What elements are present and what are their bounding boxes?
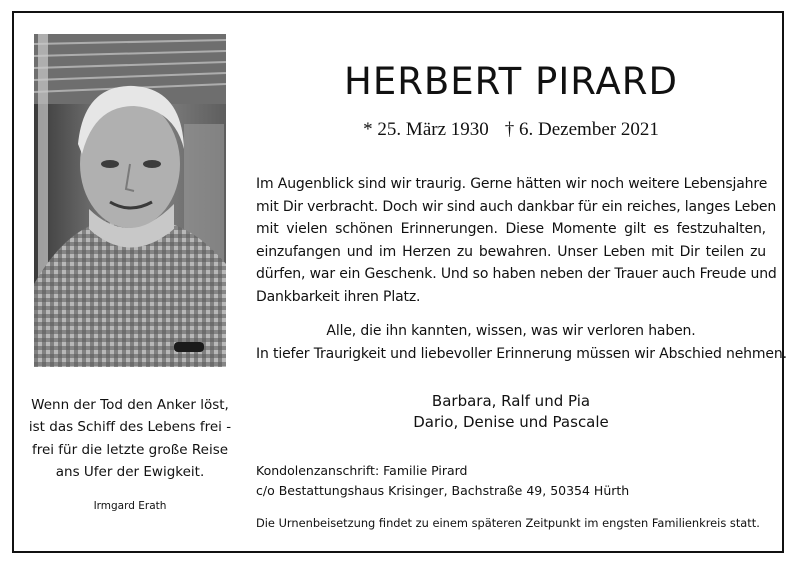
quote-line: ist das Schiff des Lebens frei - [28, 419, 232, 436]
obituary-line: mit Dir verbracht. Doch wir sind auch dankbar für ein reiches, langes Leben [256, 198, 777, 215]
obituary-text [256, 173, 777, 308]
obituary-line: Im Augenblick sind wir traurig. Gerne hätten wir noch weitere Lebensjahre [256, 176, 768, 192]
obituary-line: dürfen, war ein Geschenk. Und so haben neben der Trauer auch Freude und [256, 266, 777, 282]
obituary-line: einzufangen und im Herzen zu bewahren. Unser Leben mit Dir teilen zu [256, 243, 766, 260]
condolence-line: Kondolenzanschrift: Familie Pirard [256, 463, 468, 478]
obituary-line: Dankbarkeit ihren Platz. [256, 288, 421, 305]
quote-line: frei für die letzte große Reise [31, 441, 229, 458]
farewell-text [256, 320, 787, 365]
farewell-line: In tiefer Traurigkeit und liebevoller Erinnerung müssen wir Abschied nehmen. [256, 345, 787, 362]
life-dates [256, 117, 766, 143]
family-line: Dario, Denise und Pascale [413, 413, 609, 431]
portrait-photo [34, 34, 226, 367]
condolence-line: c/o Bestattungshaus Krisinger, Bachstraße 49, 50354 Hürth [256, 483, 630, 498]
quote-author: Irmgard Erath [93, 500, 167, 512]
family-line: Barbara, Ralf und Pia [431, 392, 591, 410]
family-names [256, 391, 766, 433]
deceased-name: HERBERT PIRARD [344, 60, 678, 103]
urn-burial-notice: Die Urnenbeisetzung findet zu einem späteren Zeitpunkt im engsten Familienkreis statt. [256, 516, 760, 530]
portrait-illustration [34, 34, 226, 367]
farewell-line: Alle, die ihn kannten, wissen, was wir verloren haben. [326, 323, 696, 339]
condolence-address [256, 461, 766, 501]
memorial-quote [22, 394, 238, 483]
quote-line: Wenn der Tod den Anker löst, [31, 397, 229, 413]
quote-line: ans Ufer der Ewigkeit. [55, 463, 205, 480]
obituary-line: mit vielen schönen Erinnerungen. Diese Momente gilt es festzuhalten, [256, 221, 766, 237]
death-date: † 6. Dezember 2021 [504, 119, 659, 140]
birth-date: * 25. März 1930 [363, 119, 489, 140]
